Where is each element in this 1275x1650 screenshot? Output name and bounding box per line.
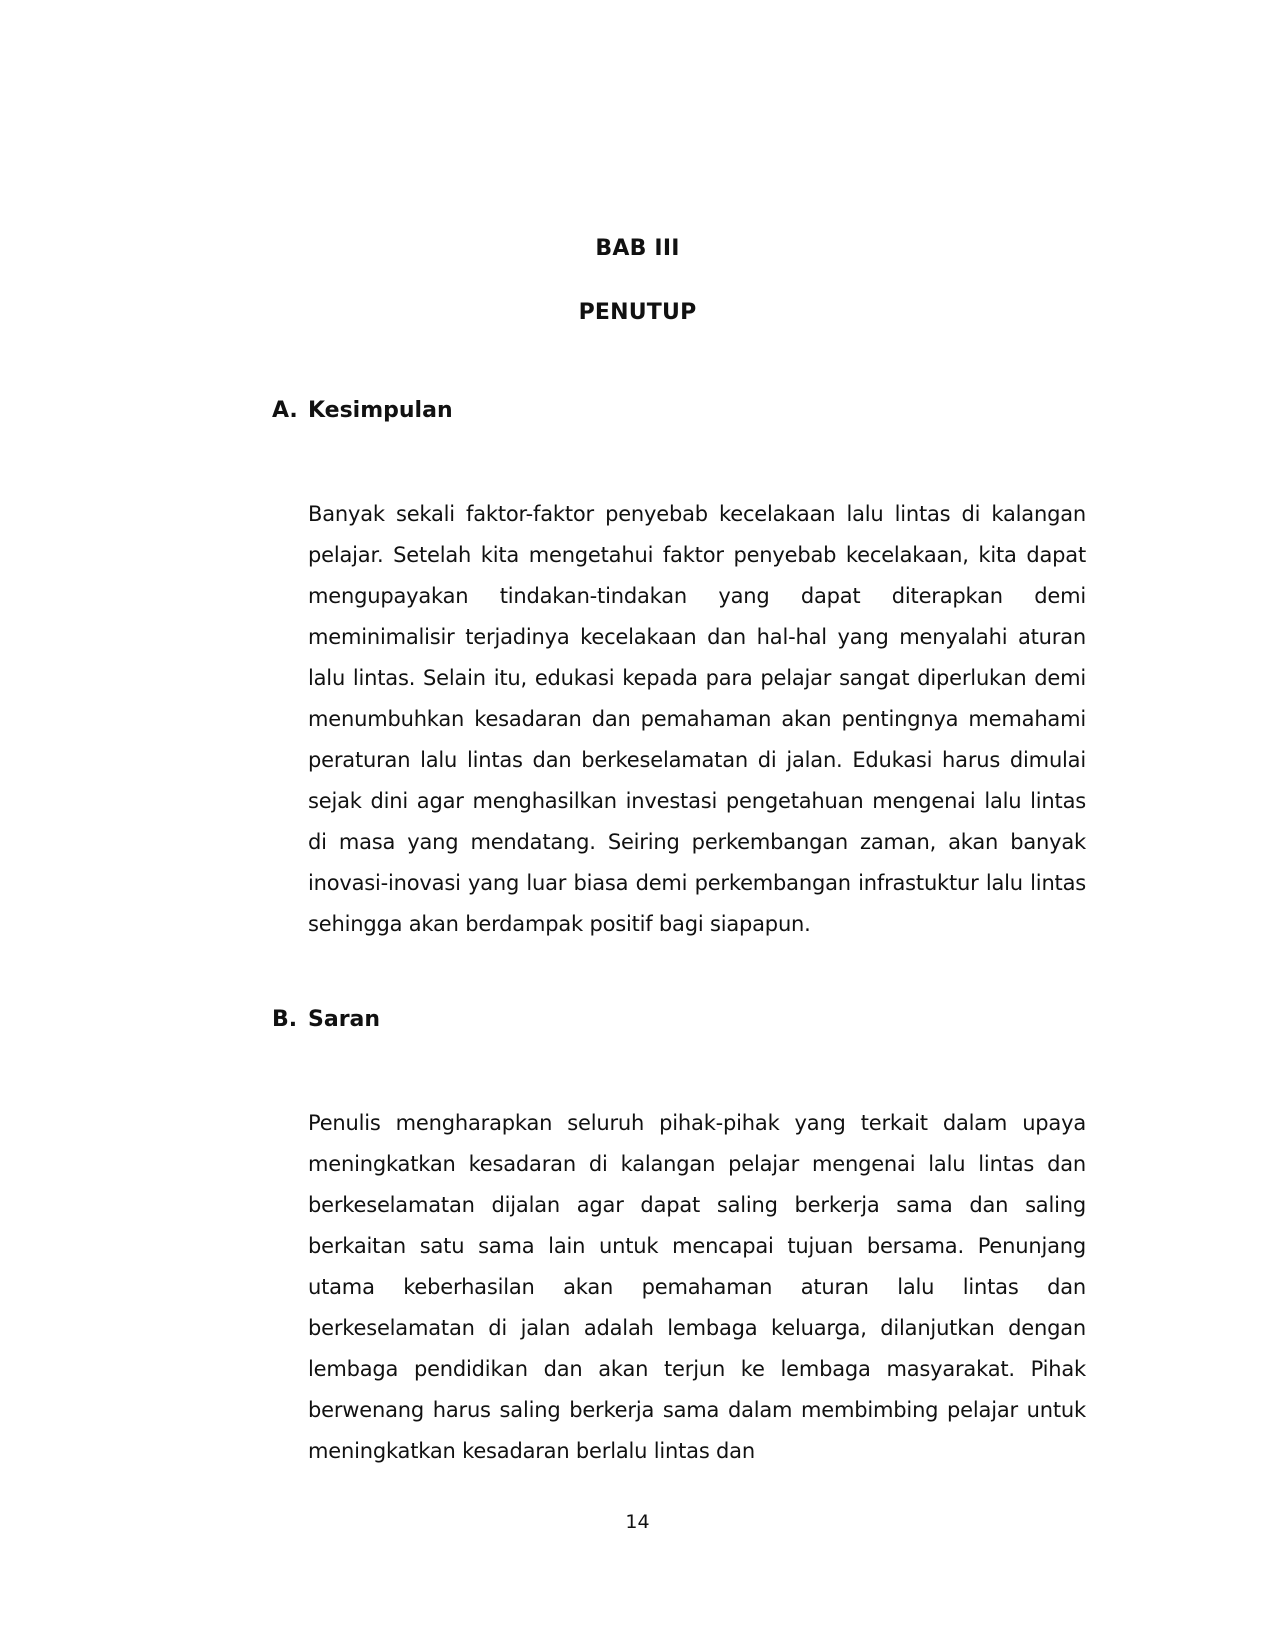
section-heading-saran bbox=[272, 1007, 380, 1032]
section-letter: B. bbox=[272, 1007, 298, 1032]
section-title: Saran bbox=[308, 1007, 381, 1032]
section-letter: A. bbox=[272, 398, 298, 423]
kesimpulan-paragraph: Banyak sekali faktor-faktor penyebab kecelakaan lalu lintas di kalangan pelajar. Setelah kita mengetahui faktor penyebab kecelakaan, kita dapat mengupayakan tindakan-tindakan yang dapat diterapkan demi meminimalisir terjadinya kecelakaan dan hal-hal yang menyalahi aturan lalu lintas. Selain itu, edukasi kepada para pelajar sangat diperlukan demi menumbuhkan kesadaran dan pemahaman akan pentingnya memahami peraturan lalu lintas dan berkeselamatan di jalan. Edukasi harus dimulai sejak dini agar menghasilkan investasi pengetahuan mengenai lalu lintas di masa yang mendatang. Seiring perkembangan zaman, akan banyak inovasi-inovasi yang luar biasa demi perkembangan infrastuktur lalu lintas sehingga akan berdampak positif bagi siapapun. bbox=[308, 502, 1086, 936]
chapter-title: PENUTUP bbox=[578, 300, 697, 325]
chapter-number: BAB III bbox=[595, 236, 680, 261]
page-number: 14 bbox=[625, 1511, 650, 1533]
section-heading-kesimpulan bbox=[272, 398, 453, 423]
section-title: Kesimpulan bbox=[308, 398, 453, 423]
saran-paragraph: Penulis mengharapkan seluruh pihak-pihak yang terkait dalam upaya meningkatkan kesadaran di kalangan pelajar mengenai lalu lintas dan berkeselamatan dijalan agar dapat saling berkerja sama dan saling berkaitan satu sama lain untuk mencapai tujuan bersama. Penunjang utama keberhasilan akan pemahaman aturan lalu lintas dan berkeselamatan di jalan adalah lembaga keluarga, dilanjutkan dengan lembaga pendidikan dan akan terjun ke lembaga masyarakat. Pihak berwenang harus saling berkerja sama dalam membimbing pelajar untuk meningkatkan kesadaran berlalu lintas dan bbox=[308, 1111, 1086, 1463]
